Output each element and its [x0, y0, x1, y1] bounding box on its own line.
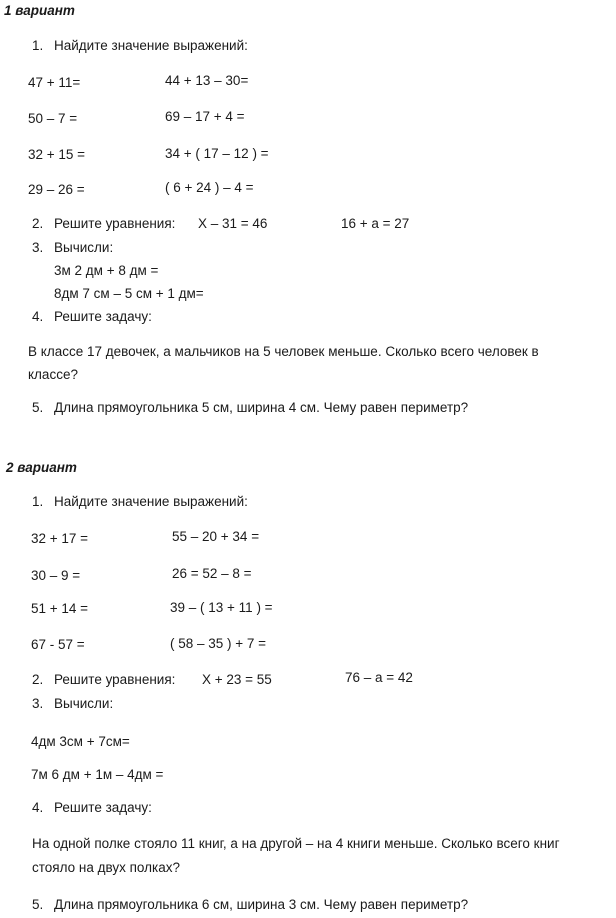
- v1-task2-text: Решите уравнения:: [54, 216, 176, 231]
- v1-expr-1b: 44 + 13 – 30=: [165, 73, 249, 88]
- v2-expr-4a: 67 - 57 =: [31, 637, 85, 652]
- v2-task4-line2: стояло на двух полках?: [32, 860, 180, 875]
- v1-task3-line1: 3м 2 дм + 8 дм =: [54, 263, 159, 278]
- v1-task4-number: 4.: [32, 309, 44, 324]
- variant-2-title: 2 вариант: [6, 460, 77, 475]
- v2-expr-3a: 51 + 14 =: [31, 601, 89, 616]
- v1-task2-number: 2.: [32, 216, 44, 231]
- v1-expr-4b: ( 6 + 24 ) – 4 =: [165, 180, 254, 195]
- v2-task5: [32, 897, 468, 913]
- v2-expr-4b: ( 58 – 35 ) + 7 =: [170, 636, 267, 651]
- v2-task4: [32, 800, 152, 816]
- v1-task3-line2: 8дм 7 см – 5 см + 1 дм=: [54, 286, 204, 301]
- v2-task3-text: Вычисли:: [54, 696, 114, 711]
- v1-task5-text: Длина прямоугольника 5 см, ширина 4 см. Чему равен периметр?: [54, 400, 469, 415]
- v1-expr-2b: 69 – 17 + 4 =: [165, 109, 245, 124]
- v1-task3-text: Вычисли:: [54, 240, 114, 255]
- v2-expr-3b: 39 – ( 13 + 11 ) =: [170, 600, 273, 615]
- v1-task1-text: Найдите значение выражений:: [54, 38, 248, 53]
- v2-expr-2b: 26 = 52 – 8 =: [172, 566, 252, 581]
- variant-1-title: 1 вариант: [4, 3, 75, 18]
- v1-expr-2a: 50 – 7 =: [28, 111, 78, 126]
- v1-expr-3b: 34 + ( 17 – 12 ) =: [165, 146, 269, 161]
- v2-task3-number: 3.: [32, 696, 44, 711]
- v1-equation-1: Х – 31 = 46: [198, 216, 268, 231]
- v2-equation-2: 76 – а = 42: [345, 670, 413, 685]
- v1-task3: [32, 240, 113, 256]
- v2-task4-number: 4.: [32, 800, 44, 815]
- v1-task1-number: 1.: [32, 38, 44, 53]
- v2-task5-text: Длина прямоугольника 6 см, ширина 3 см. Чему равен периметр?: [54, 897, 469, 912]
- v2-task3-line2: 7м 6 дм + 1м – 4дм =: [31, 767, 164, 782]
- v1-task5-number: 5.: [32, 400, 44, 415]
- v1-task3-number: 3.: [32, 240, 44, 255]
- v2-task2-number: 2.: [32, 672, 44, 687]
- v1-expr-1a: 47 + 11=: [28, 75, 81, 90]
- v2-task1: [32, 494, 248, 510]
- v2-equation-1: Х + 23 = 55: [202, 672, 272, 687]
- v2-task1-text: Найдите значение выражений:: [54, 494, 248, 509]
- v2-expr-1b: 55 – 20 + 34 =: [172, 529, 260, 544]
- v2-task2-text: Решите уравнения:: [54, 672, 176, 687]
- v1-task1: [32, 38, 248, 54]
- v2-task3: [32, 696, 113, 712]
- v1-task5: [32, 400, 468, 416]
- v1-task4-line2: классе?: [28, 367, 78, 382]
- v1-task4-line1: В классе 17 девочек, а мальчиков на 5 человек меньше. Сколько всего человек в: [28, 344, 539, 359]
- v1-expr-3a: 32 + 15 =: [28, 147, 86, 162]
- v2-task4-text: Решите задачу:: [54, 800, 152, 815]
- v1-expr-4a: 29 – 26 =: [28, 182, 85, 197]
- v1-task4-text: Решите задачу:: [54, 309, 152, 324]
- v2-task5-number: 5.: [32, 897, 44, 912]
- v2-task2: [32, 672, 175, 688]
- v2-expr-2a: 30 – 9 =: [31, 568, 81, 583]
- v2-expr-1a: 32 + 17 =: [31, 531, 89, 546]
- v2-task3-line1: 4дм 3см + 7см=: [31, 734, 130, 749]
- v2-task4-line1: На одной полке стояло 11 книг, а на другой – на 4 книги меньше. Сколько всего книг: [32, 836, 560, 851]
- v2-task1-number: 1.: [32, 494, 44, 509]
- v1-task4: [32, 309, 152, 325]
- v1-equation-2: 16 + а = 27: [341, 216, 410, 231]
- v1-task2: [32, 216, 175, 232]
